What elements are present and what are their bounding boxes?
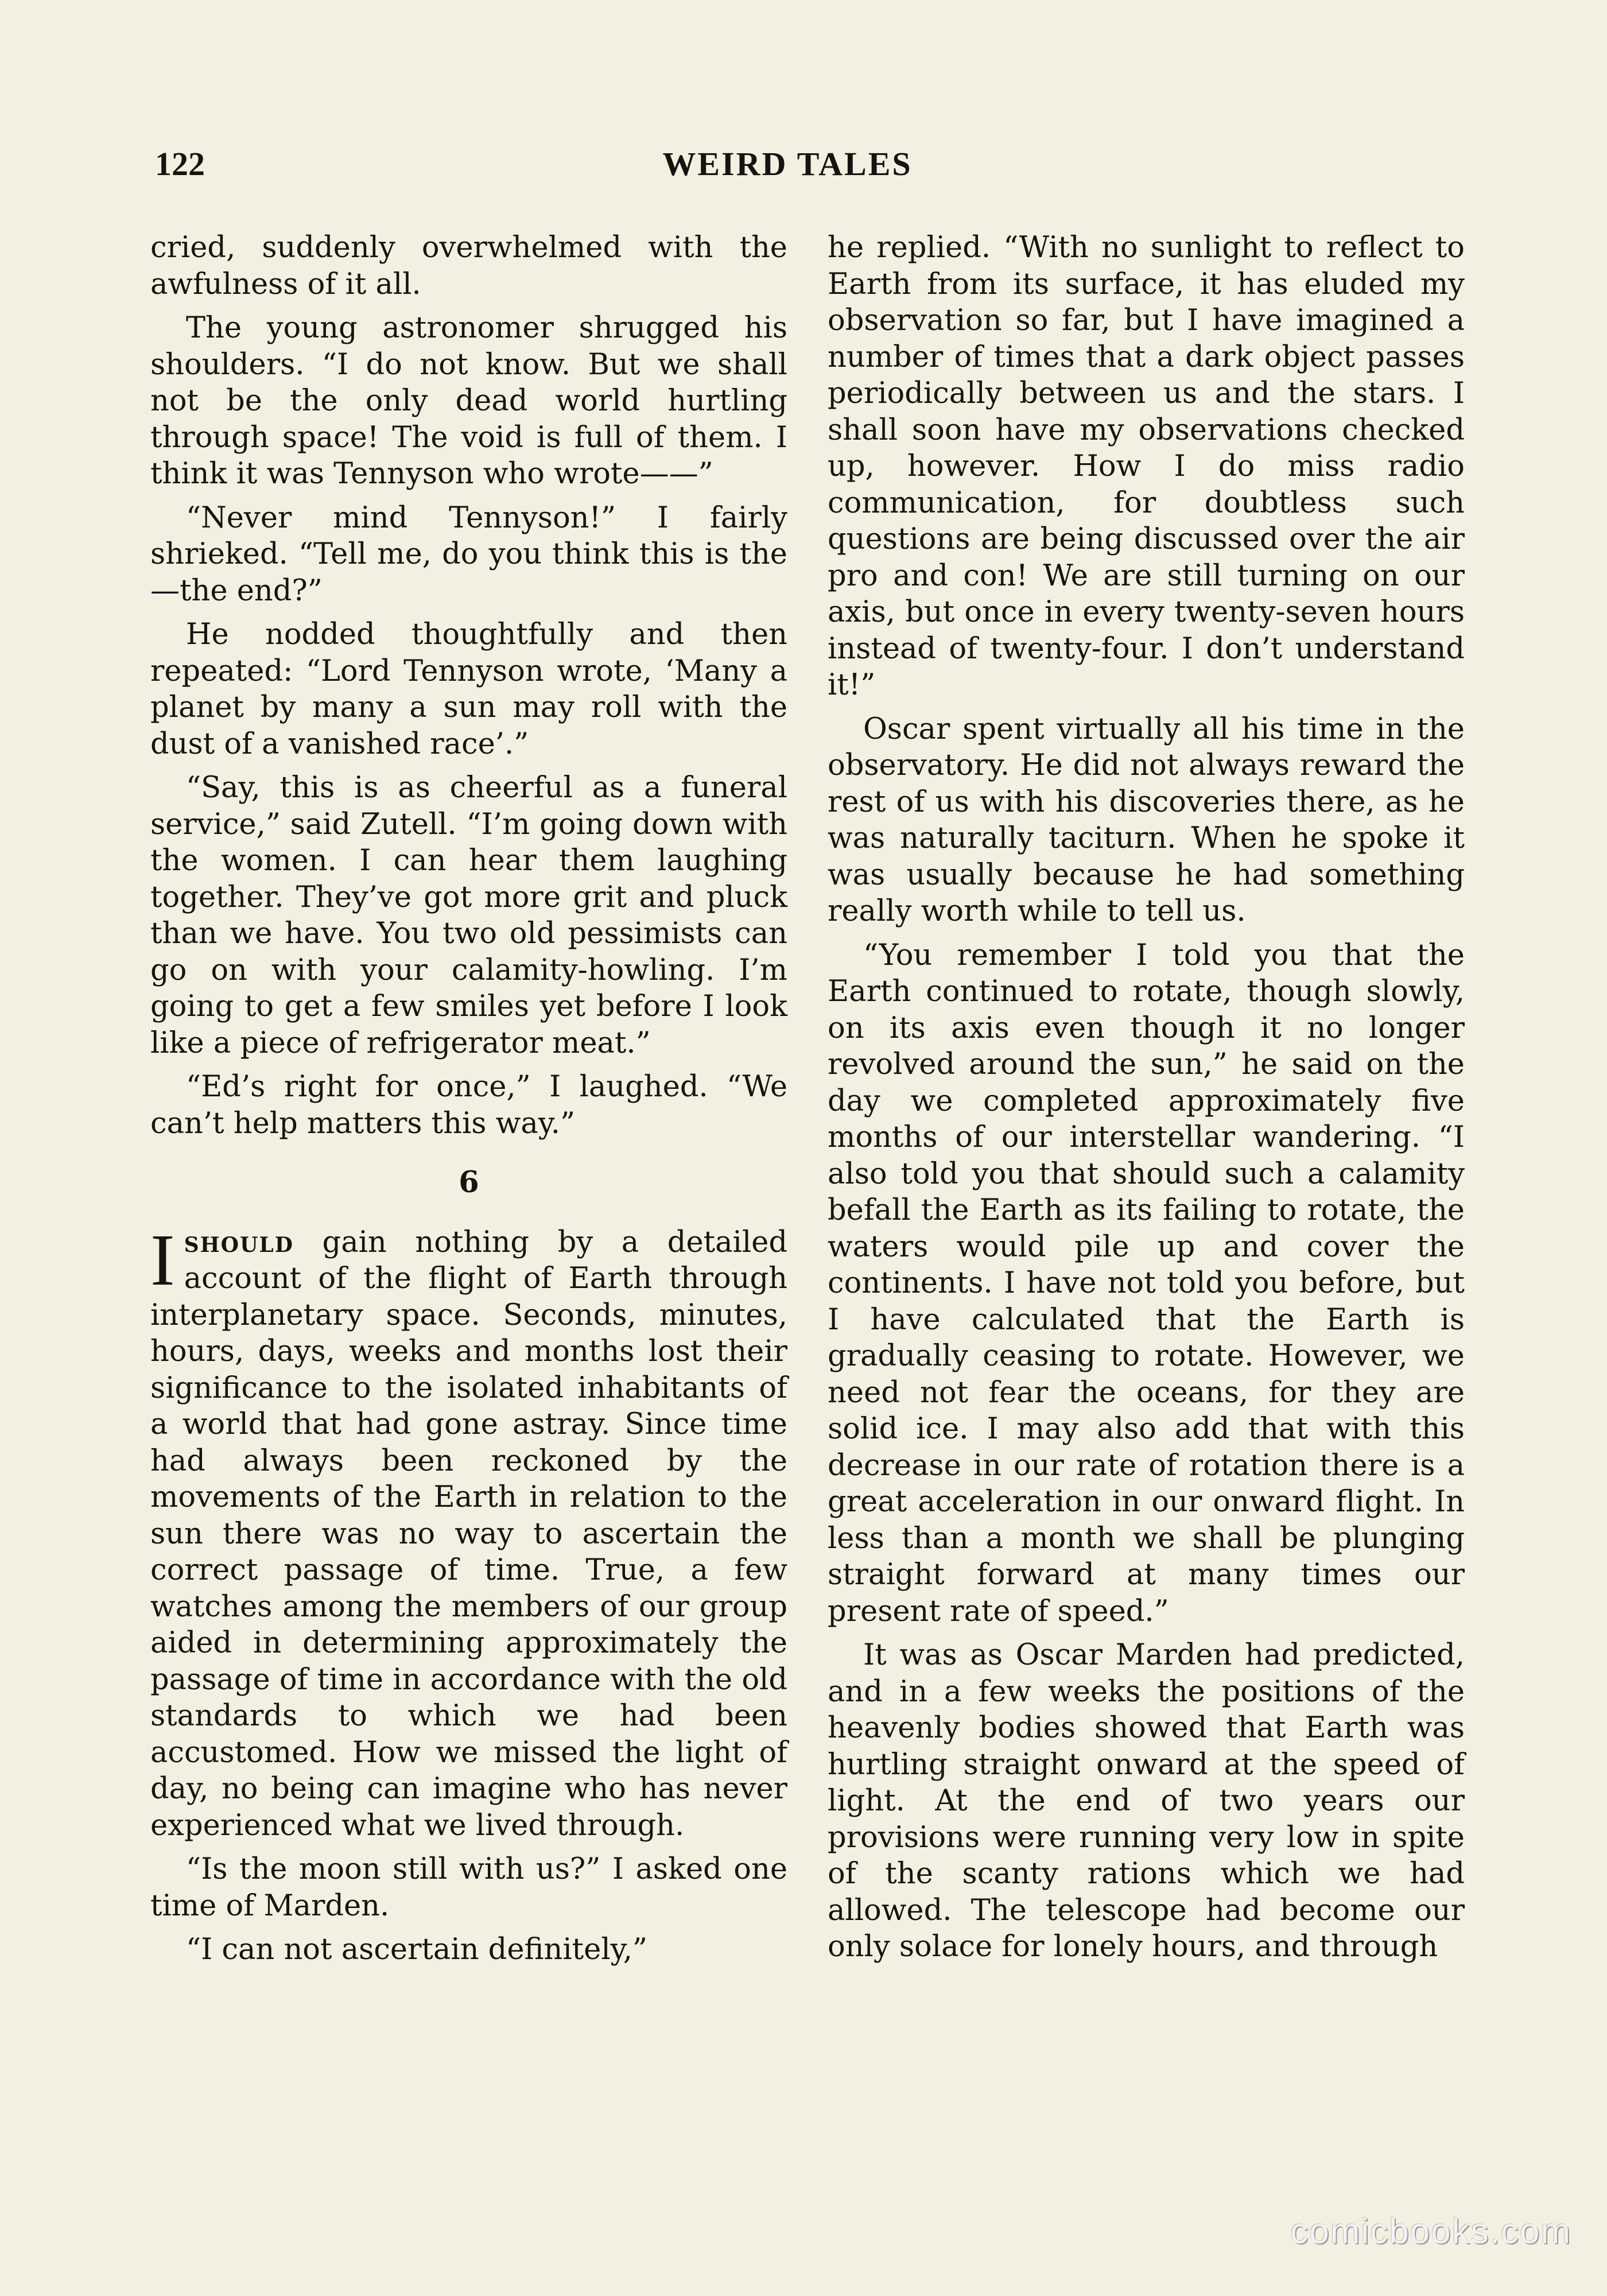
- paragraph: “Is the moon still with us?” I asked one time of Marden.: [150, 1852, 787, 1923]
- paragraph: Oscar spent virtually all his time in the observatory. He did not always reward the rest of us with his discoveries there, as he was naturally taciturn. When he spoke it was usually because he had something really worth while to tell us.: [828, 712, 1465, 928]
- paragraph: He nodded thoughtfully and then repeated: “Lord Tennyson wrote, ‘Many a planet by many a sun may roll with the dust of a vanished race’.”: [150, 618, 787, 761]
- page-number: 122: [155, 145, 205, 183]
- small-caps-lead: should: [184, 1224, 294, 1259]
- paragraph: “You remember I told you that the Earth continued to rotate, though slowly, on its axis even though it no longer revolved around the sun,” he said on the day we completed approximately five months of our interstellar wandering. “I also told you that should such a calamity befall the Earth as its failing to rotate, the waters would pile up and cover the continents. I have not told you before, but I have calculated that the Earth is gradually ceasing to rotate. However, we need not fear the oceans, for they are solid ice. I may also add that with this decrease in our rate of rotation there is a great acceleration in our onward flight. In less than a month we shall be plunging straight forward at many times our present rate of speed.”: [828, 938, 1465, 1628]
- paragraph: It was as Oscar Marden had predicted, and in a few weeks the positions of the heavenly bodies showed that Earth was hurtling straight onward at the speed of light. At the end of two years our provisions were running very low in spite of the scanty rations which we had allowed. The telescope had become our only solace for lonely hours, and through: [828, 1638, 1465, 1964]
- paragraph: “Ed’s right for once,” I laughed. “We can’t help matters this way.”: [150, 1070, 787, 1141]
- paragraph: The young astronomer shrugged his shoulders. “I do not know. But we shall not be the only dead world hurtling through space! The void is full of them. I think it was Tennyson who wrote——”: [150, 311, 787, 491]
- paragraph: “Never mind Tennyson!” I fairly shrieked. “Tell me, do you think this is the—the end?”: [150, 501, 787, 608]
- section-number: 6: [459, 1165, 479, 1200]
- section-opening-paragraph: [150, 1219, 787, 1844]
- page-header: [150, 141, 1424, 187]
- watermark: comicbooks.com: [1290, 2212, 1571, 2251]
- paragraph-text: gain nothing by a detailed account of the flight of Earth through interplanetary space. Seconds, minutes, hours, days, weeks and months lost their significance to the isolated inhabitants of a world that had gone astray. Since time had always been reckoned by the movements of the Earth in relation to the sun there was no way to ascertain the correct passage of time. True, a few watches among the members of our group aided in determining approximately the passage of time in accordance with the old standards to which we had been accustomed. How we missed the light of day, no being can imagine who has never experienced what we lived through.: [150, 1225, 787, 1843]
- running-head: WEIRD TALES: [662, 145, 913, 183]
- right-column: [828, 230, 1465, 1973]
- paragraph: “Say, this is as cheerful as a funeral service,” said Zutell. “I’m going down with the women. I can hear them laughing together. They’ve got more grit and pluck than we have. You two old pessimists can go on with your calamity-howling. I’m going to get a few smiles yet before I look like a piece of refrigerator meat.”: [150, 771, 787, 1060]
- paragraph: cried, suddenly overwhelmed with the awfulness of it all.: [150, 231, 787, 301]
- left-column: [150, 230, 787, 1976]
- paragraph: “I can not ascertain definitely,”: [186, 1933, 647, 1967]
- paragraph: he replied. “With no sunlight to reflect to Earth from its surface, it has eluded my observation so far, but I have imagined a number of times that a dark object passes periodically between us and the stars. I shall soon have my observations checked up, however. How I do miss radio communication, for doubtless such questions are being discussed over the air pro and con! We are still turning on our axis, but once in every twenty-seven hours instead of twenty-four. I don’t understand it!”: [828, 231, 1465, 702]
- drop-cap: I: [150, 1219, 175, 1301]
